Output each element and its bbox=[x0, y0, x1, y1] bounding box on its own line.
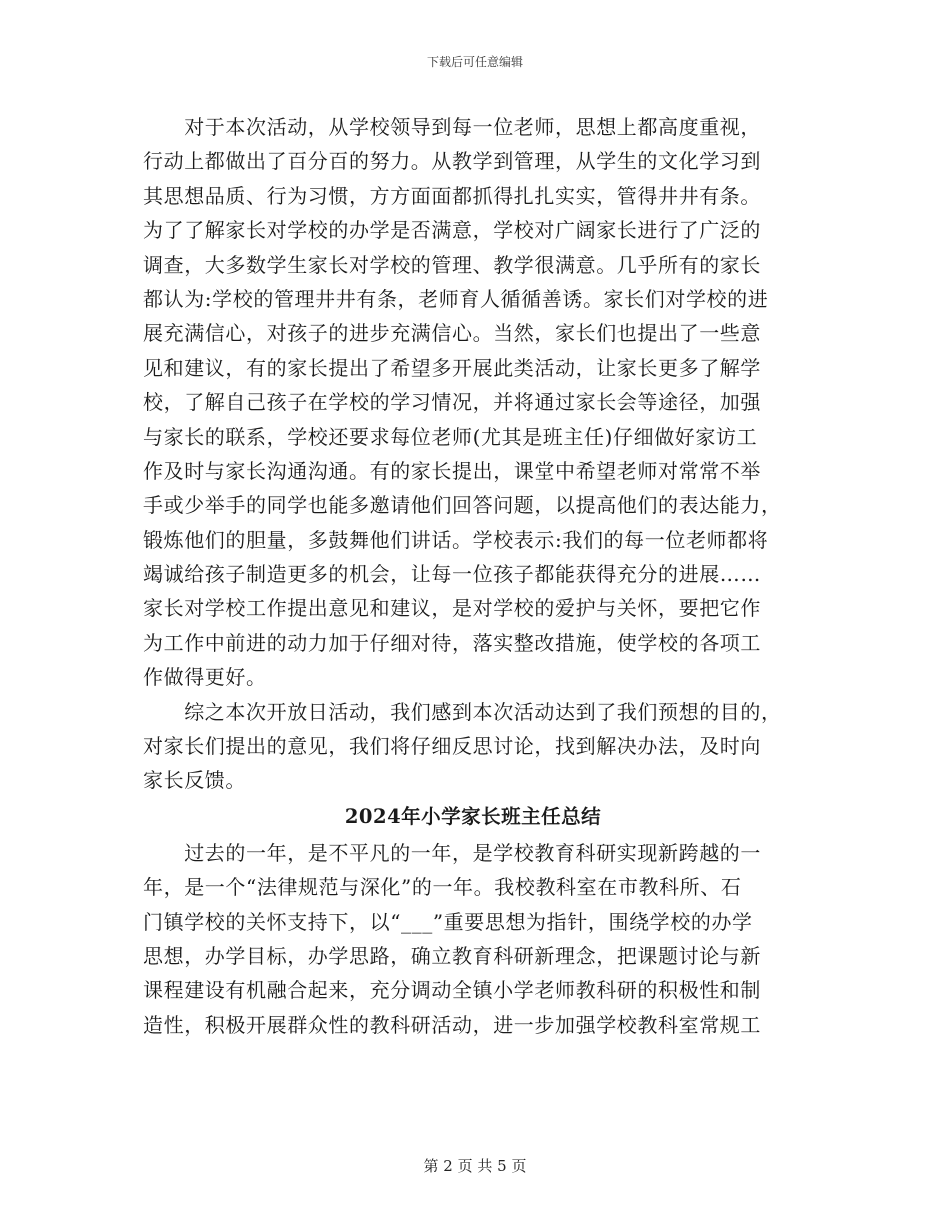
text-line: 行动上都做出了百分百的努力。从教学到管理，从学生的文化学习到 bbox=[143, 149, 761, 174]
text-line: 造性，积极开展群众性的教科研活动，进一步加强学校教科室常规工 bbox=[143, 1012, 761, 1037]
text-line: 见和建议，有的家长提出了希望多开展此类活动，让家长更多了解学 bbox=[143, 355, 761, 380]
text-line: 校，了解自己孩子在学校的学习情况，并将通过家长会等途径，加强 bbox=[143, 390, 761, 415]
text-line: 与家长的联系，学校还要求每位老师(尤其是班主任)仔细做好家访工 bbox=[143, 424, 758, 449]
text-line: 对于本次活动，从学校领导到每一位老师，思想上都高度重视， bbox=[143, 115, 761, 139]
text-line: 为了了解家长对学校的办学是否满意，学校对广阔家长进行了广泛的 bbox=[143, 218, 761, 243]
page-header: 下载后可任意编辑 bbox=[426, 55, 523, 69]
text-line: 作做得更好。 bbox=[143, 665, 267, 690]
text-line: 课程建设有机融合起来，充分调动全镇小学老师教科研的积极性和制 bbox=[143, 978, 761, 1003]
text-line: 其思想品质、行为习惯，方方面面都抓得扎扎实实，管得井井有条。 bbox=[143, 183, 761, 208]
text-line: 都认为:学校的管理井井有条，老师育人循循善诱。家长们对学校的进 bbox=[143, 286, 769, 311]
text-line: 思想，办学目标，办学思路，确立教育科研新理念，把课题讨论与新 bbox=[143, 943, 761, 968]
text-line: 综之本次开放日活动，我们感到本次活动达到了我们预想的目的， bbox=[143, 699, 782, 724]
text-line: 门镇学校的关怀支持下，以“___”重要思想为指针，围绕学校的办学 bbox=[143, 909, 753, 934]
text-line: 家长对学校工作提出意见和建议，是对学校的爱护与关怀，要把它作 bbox=[143, 596, 761, 621]
text-line: 竭诚给孩子制造更多的机会，让每一位孩子都能获得充分的进展…… bbox=[143, 562, 761, 587]
paragraph-summary bbox=[143, 836, 803, 1042]
paragraph-activity-review bbox=[143, 110, 803, 695]
document-body bbox=[143, 110, 803, 1042]
text-line: 家长反馈。 bbox=[143, 768, 246, 793]
paragraph-conclusion bbox=[143, 695, 803, 798]
page-footer: 第 2 页 共 5 页 bbox=[423, 1157, 527, 1175]
text-line: 对家长们提出的意见，我们将仔细反思讨论，找到解决办法，及时向 bbox=[143, 734, 761, 759]
text-line: 为工作中前进的动力加于仔细对待，落实整改措施，使学校的各项工 bbox=[143, 630, 761, 655]
text-line: 手或少举手的同学也能多邀请他们回答问题，以提高他们的表达能力， bbox=[143, 493, 782, 518]
text-line: 年，是一个“法律规范与深化”的一年。我校教科室在市教科所、石 bbox=[143, 875, 742, 900]
section-title: 2024年小学家长班主任总结 bbox=[344, 804, 602, 828]
text-line: 作及时与家长沟通沟通。有的家长提出，课堂中希望老师对常常不举 bbox=[143, 458, 761, 483]
text-line: 过去的一年，是不平凡的一年，是学校教育科研实现新跨越的一 bbox=[143, 840, 761, 865]
text-line: 调查，大多数学生家长对学校的管理、教学很满意。几乎所有的家长 bbox=[143, 252, 761, 277]
text-line: 锻炼他们的胆量，多鼓舞他们讲话。学校表示:我们的每一位老师都将 bbox=[143, 527, 769, 552]
text-line: 展充满信心，对孩子的进步充满信心。当然，家长们也提出了一些意 bbox=[143, 321, 761, 346]
